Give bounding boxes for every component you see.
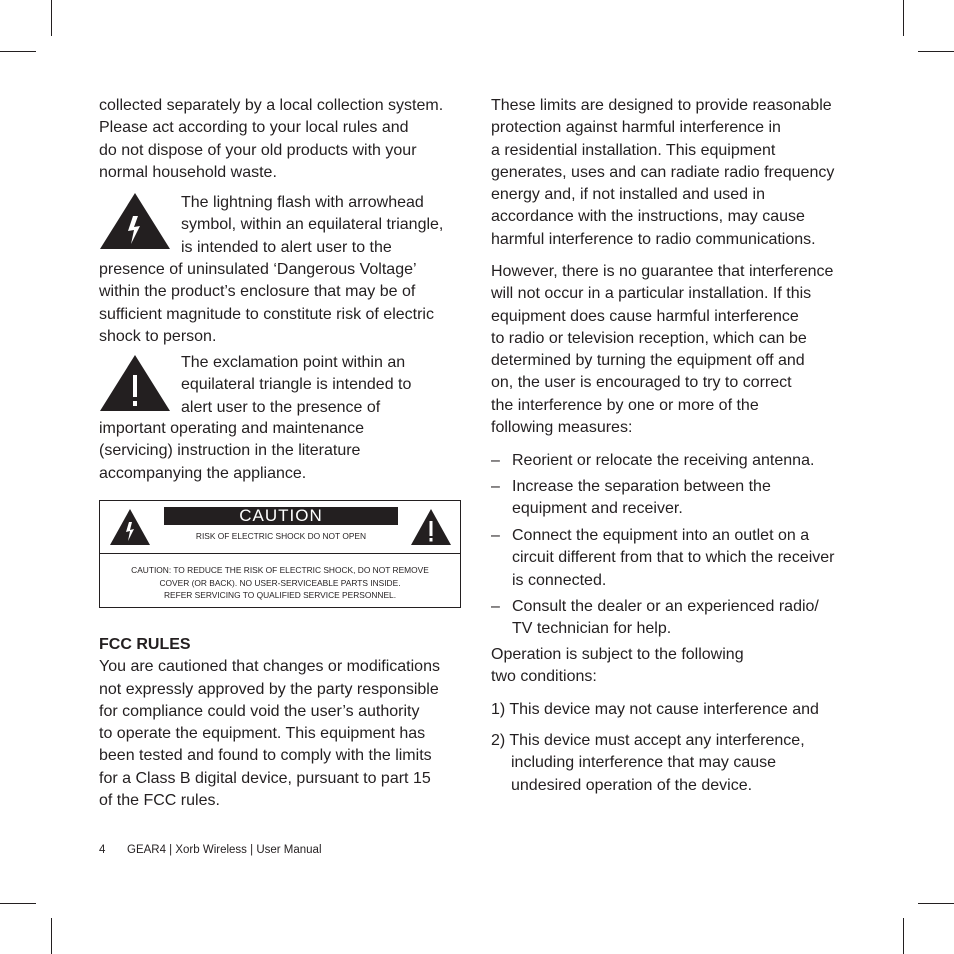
text-line: Connect the equipment into an outlet on a	[512, 527, 810, 544]
lightning-paragraph-cont	[99, 259, 434, 348]
text-line: will not occur in a particular installation. If this	[491, 285, 812, 303]
crop-mark	[0, 903, 36, 904]
text-line: 1) This device may not cause interference and	[491, 701, 819, 718]
caution-divider	[100, 553, 460, 554]
text-line: The lightning flash with arrowhead	[181, 194, 424, 211]
text-line: on, the user is encouraged to try to correct	[491, 374, 792, 392]
crop-mark	[51, 918, 52, 954]
exclamation-paragraph	[181, 352, 411, 419]
exclamation-warning-icon	[98, 354, 172, 412]
crop-mark	[918, 903, 954, 904]
text-line: shock to person.	[99, 327, 217, 345]
text-line: generates, uses and can radiate radio frequency	[491, 163, 835, 181]
text-line: important operating and maintenance	[99, 420, 365, 437]
lightning-paragraph	[181, 192, 443, 259]
text-line: been tested and found to comply with the limits	[99, 747, 432, 765]
condition-1	[491, 699, 819, 721]
text-line: These limits are designed to provide reasonable	[491, 97, 832, 114]
text-line: a residential installation. This equipment	[491, 141, 776, 159]
text-line: accordance with the instructions, may cause	[491, 208, 805, 226]
text-line: accompanying the appliance.	[99, 464, 307, 482]
text-line: TV technician for help.	[512, 620, 672, 638]
text-line: alert user to the presence of	[181, 398, 381, 416]
text-line: is intended to alert user to the	[181, 238, 392, 256]
lightning-warning-icon	[109, 508, 151, 546]
text-line: Please act according to your local rules and	[99, 119, 409, 137]
text-line: harmful interference to radio communications.	[491, 230, 816, 248]
text-line: for a Class B digital device, pursuant to part 15	[99, 769, 431, 787]
caution-subtitle: RISK OF ELECTRIC SHOCK DO NOT OPEN	[195, 531, 367, 541]
text-line: collected separately by a local collection system.	[99, 97, 444, 114]
fcc-section	[99, 634, 440, 812]
list-bullet: –	[491, 598, 500, 615]
text-line: equipment and receiver.	[512, 500, 683, 518]
list-item	[512, 450, 814, 472]
crop-mark	[903, 0, 904, 36]
text-line: determined by turning the equipment off and	[491, 352, 805, 370]
list-item	[512, 596, 819, 641]
text-line: do not dispose of your old products with your	[99, 141, 417, 159]
text-line: You are cautioned that changes or modifications	[99, 658, 440, 676]
guarantee-paragraph	[491, 261, 833, 439]
list-bullet: –	[491, 452, 500, 469]
caution-title: CAUTION	[164, 507, 398, 525]
text-line: energy and, if not installed and used in	[491, 186, 765, 204]
crop-mark	[903, 918, 904, 954]
text-line: including interference that may cause	[511, 754, 777, 772]
text-line: equipment does cause harmful interference	[491, 307, 799, 325]
list-bullet: –	[491, 478, 500, 495]
footer-title: GEAR4 | Xorb Wireless | User Manual	[127, 844, 322, 856]
list-bullet: –	[491, 527, 500, 544]
crop-mark	[51, 0, 52, 36]
text-line: Consult the dealer or an experienced radio/	[512, 598, 819, 615]
page-number: 4	[99, 844, 106, 856]
text-line: CAUTION: TO REDUCE THE RISK OF ELECTRIC SHOCK, DO NOT REMOVE	[131, 565, 429, 575]
text-line: protection against harmful interference in	[491, 119, 781, 137]
text-line: following measures:	[491, 419, 633, 437]
text-line: two conditions:	[491, 668, 597, 686]
text-line: for compliance could void the user’s authority	[99, 702, 420, 720]
list-item	[512, 525, 835, 592]
text-line: within the product’s enclosure that may be of	[99, 283, 416, 301]
text-line: to operate the equipment. This equipment has	[99, 725, 426, 743]
text-line: not expressly approved by the party responsible	[99, 680, 439, 698]
text-line: The exclamation point within an	[181, 354, 406, 371]
text-line: Increase the separation between the	[512, 478, 771, 495]
text-line: circuit different from that to which the receiver	[512, 549, 835, 567]
text-line: presence of uninsulated ‘Dangerous Voltage’	[99, 261, 417, 278]
text-line: of the FCC rules.	[99, 792, 220, 810]
intro-paragraph	[99, 95, 443, 184]
text-line: the interference by one or more of the	[491, 396, 759, 414]
crop-mark	[0, 51, 36, 52]
exclamation-warning-icon	[410, 508, 452, 546]
caution-label	[99, 500, 461, 608]
exclamation-paragraph-cont	[99, 418, 364, 485]
text-line: equilateral triangle is intended to	[181, 376, 412, 394]
text-line: symbol, within an equilateral triangle,	[181, 216, 444, 234]
caution-body	[100, 564, 460, 602]
text-line: is connected.	[512, 571, 607, 589]
text-line: normal household waste.	[99, 163, 277, 181]
fcc-heading: FCC RULES	[99, 636, 191, 653]
text-line: REFER SERVICING TO QUALIFIED SERVICE PERSONNEL.	[163, 590, 397, 601]
text-line: COVER (OR BACK). NO USER-SERVICEABLE PARTS INSIDE.	[159, 577, 401, 588]
text-line: Reorient or relocate the receiving antenna.	[512, 452, 815, 469]
limits-paragraph	[491, 95, 834, 251]
text-line: sufficient magnitude to constitute risk of electric	[99, 305, 434, 323]
text-line: However, there is no guarantee that interference	[491, 263, 834, 280]
text-line: to radio or television reception, which can be	[491, 329, 807, 347]
crop-mark	[918, 51, 954, 52]
text-line: Operation is subject to the following	[491, 646, 744, 663]
text-line: undesired operation of the device.	[511, 776, 753, 794]
condition-2	[491, 730, 805, 797]
operation-paragraph	[491, 644, 744, 689]
text-line: (servicing) instruction in the literature	[99, 442, 361, 460]
lightning-warning-icon	[98, 192, 172, 250]
list-item	[512, 476, 771, 521]
text-line: 2) This device must accept any interference,	[491, 732, 805, 749]
